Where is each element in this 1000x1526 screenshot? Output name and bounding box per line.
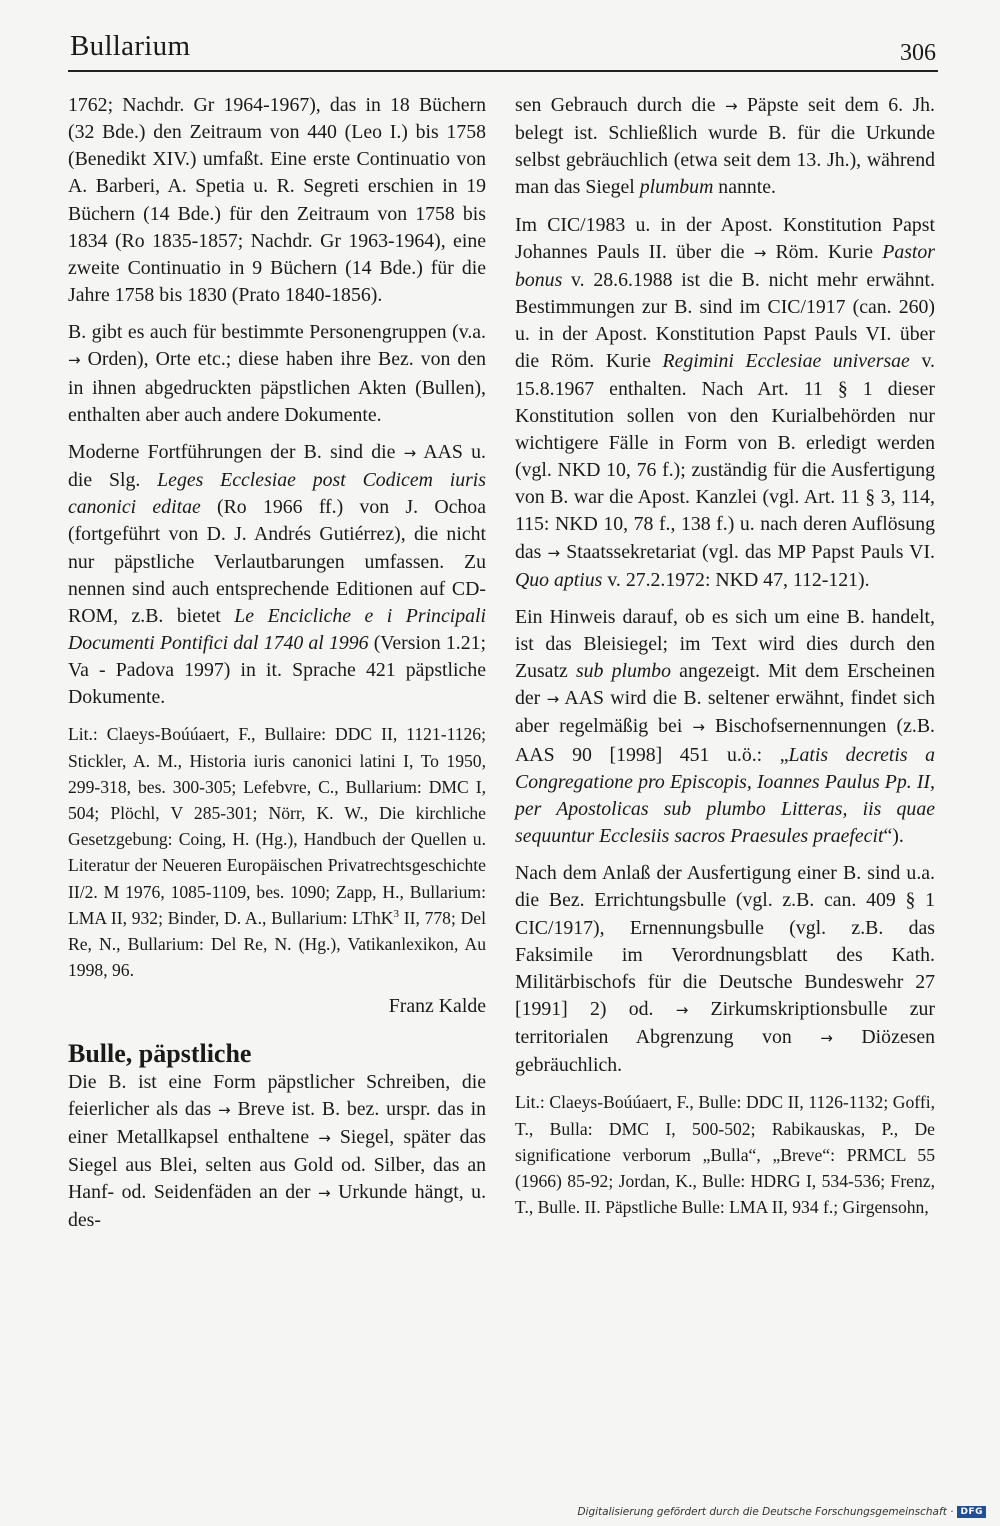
cross-reference-arrow-icon: →: [318, 1184, 331, 1203]
left-column: [68, 92, 486, 1245]
literature-list: Lit.: Claeys-Boúúaert, F., Bullaire: DDC II, 1121-1126; Stickler, A. M., Historia iuris canonici latini I, To 1950, 299-318, bes. 300-305; Lefebvre, C., Bullarium: DMC I, 504; Plöchl, V 285-301; Nörr, K. W., Die kirchliche Gesetzgebung: Coing, H. (Hg.), Handbuch der Quellen u. Literatur der Neueren Europäischen Privatrechtsgeschichte II/2. M 1976, 1085-1109, bes. 1090; Zapp, H., Bullarium: LMA II, 932; Binder, D. A., Bullarium: LThK$^3$ II, 778; Del Re, N., Bullarium: Del Re, N. (Hg.), Vatikanlexikon, Au 1998, 96.: [68, 724, 487, 981]
paragraph: Ein Hinweis darauf, ob es sich um eine B. handelt, ist das Bleisiegel; im Text wird dies durch den Zusatz sub plumbo angezeigt. Mit dem Erscheinen der → AAS wird die B. seltener erwähnt, findet sich aber regelmäßig bei → Bischofsernennungen (z.B. AAS 90 [1998] 451 u.ö.: „Latis decretis a Congregatione pro Episcopis, Ioannes Paulus Pp. II, per Apostolicas sub plumbo Litteras, iis quae sequuntur Ecclesiis sacros Praesules praefecit“).: [515, 605, 936, 848]
right-column: [515, 92, 935, 1230]
running-head: Bullarium: [70, 30, 191, 62]
cross-reference-arrow-icon: →: [403, 443, 417, 462]
paragraph: Moderne Fortführungen der B. sind die → AAS u. die Slg. Leges Ecclesiae post Codicem iuris canonici editae (Ro 1966 ff.) von J. Ochoa (fortgeführt von D. J. Andrés Gutiérrez), die nicht nur päpstliche Verlautbarungen umfassen. Zu nennen sind auch entsprechende Editionen auf CD-ROM, z.B. bietet Le Encicliche e i Principali Documenti Pontifici dal 1740 al 1996 (Version 1.21; Va - Padova 1997) in it. Sprache 421 päpstliche Dokumente.: [68, 440, 487, 709]
cross-reference-arrow-icon: →: [68, 351, 81, 370]
cross-reference-arrow-icon: →: [820, 1029, 833, 1048]
cross-reference-arrow-icon: →: [675, 1001, 689, 1019]
cross-reference-arrow-icon: →: [318, 1128, 331, 1147]
cross-reference-arrow-icon: →: [218, 1100, 231, 1119]
paragraph: 1762; Nachdr. Gr 1964-1967), das in 18 Büchern (32 Bde.) den Zeitraum von 440 (Leo I.) bis 1758 (Benedikt XIV.) umfaßt. Eine erste Continuatio von A. Barberi, A. Spetia u. R. Segreti erschien in 19 Büchern (14 Bde.) für den Zeitraum von 1758 bis 1834 (Ro 1835-1857; Nachdr. Gr 1963-1964), eine zweite Continuatio in 9 Büchern (14 Bde.) für die Jahre 1758 bis 1830 (Prato 1840-1856).: [68, 94, 486, 307]
cross-reference-arrow-icon: →: [547, 543, 561, 562]
paragraph: B. gibt es auch für bestimmte Personengruppen (v.a. → Orden), Orte etc.; diese haben ihre Bez. von den in ihnen abgedruckten päpstlichen Akten (Bullen), enthalten aber auch andere Dokumente.: [68, 321, 486, 426]
cross-reference-arrow-icon: →: [546, 690, 560, 709]
cross-reference-arrow-icon: →: [724, 97, 738, 115]
literature-list: Lit.: Claeys-Boúúaert, F., Bulle: DDC II, 1126-1132; Goffi, T., Bulla: DMC I, 500-502; Rabikauskas, P., De significatione verborum „Bulla“, „Breve“: PRMCL 55 (1966) 85-92; Jordan, K., Bulle: HDRG I, 534-536; Frenz, T., Bulle. II. Päpstliche Bulle: LMA II, 934 f.; Girgensohn,: [515, 1092, 935, 1218]
author-signature: Franz Kalde: [388, 995, 486, 1018]
entry-heading: Bulle, päpstliche: [68, 1038, 252, 1068]
page-number: 306: [900, 40, 936, 66]
header-rule: [68, 70, 938, 72]
digitization-footer: [577, 1506, 986, 1518]
dfg-logo-icon: DFG: [957, 1506, 986, 1518]
cross-reference-arrow-icon: →: [692, 718, 705, 737]
paragraph: Im CIC/1983 u. in der Apost. Konstitution Papst Johannes Pauls II. über die → Röm. Kurie Pastor bonus v. 28.6.1988 ist die B. nicht mehr erwähnt. Bestimmungen zur B. sind im CIC/1917 (can. 260) u. in der Apost. Konstitution Papst Pauls VI. über die Röm. Kurie Regimini Ecclesiae universae v. 15.8.1967 enthalten. Nach Art. 11 § 1 dieser Konstitution sollen von den Kurialbehörden nur wichtigere Fälle in Form von B. erledigt werden (vgl. NKD 10, 76 f.); zuständig für die Ausfertigung von B. war die Apost. Kanzlei (vgl. Art. 11 § 3, 114, 115: NKD 10, 78 f., 138 f.) u. nach deren Auflösung das → Staatssekretariat (vgl. das MP Papst Pauls VI. Quo aptius v. 27.2.1972: NKD 47, 112-121).: [515, 213, 936, 591]
paragraph: Die B. ist eine Form päpstlicher Schreiben, die feierlicher als das → Breve ist. B. bez. urspr. das in einer Metallkapsel enthaltene → Siegel, später das Siegel aus Blei, selten aus Gold od. Silber, das an Hanf- od. Seidenfäden an der → Urkunde hängt, u. des-: [68, 1070, 487, 1232]
footer-text: Digitalisierung gefördert durch die Deutsche Forschungsgemeinschaft ·: [577, 1506, 954, 1518]
paragraph: Nach dem Anlaß der Ausfertigung einer B. sind u.a. die Bez. Errichtungsbulle (vgl. z.B. can. 409 § 1 CIC/1917), Ernennungsbulle (vgl. z.B. das Faksimile im Verordnungsblatt des Kath. Militärbischofs für die Deutsche Bundeswehr 27 [1991] 2) od. → Zirkumskriptionsbulle zur territorialen Abgrenzung von → Diözesen gebräuchlich.: [515, 862, 935, 1077]
paragraph: sen Gebrauch durch die → Päpste seit dem 6. Jh. belegt ist. Schließlich wurde B. für die Urkunde selbst gebräuchlich (etwa seit dem 13. Jh.), während man das Siegel plumbum nannte.: [515, 94, 935, 199]
cross-reference-arrow-icon: →: [753, 243, 767, 262]
